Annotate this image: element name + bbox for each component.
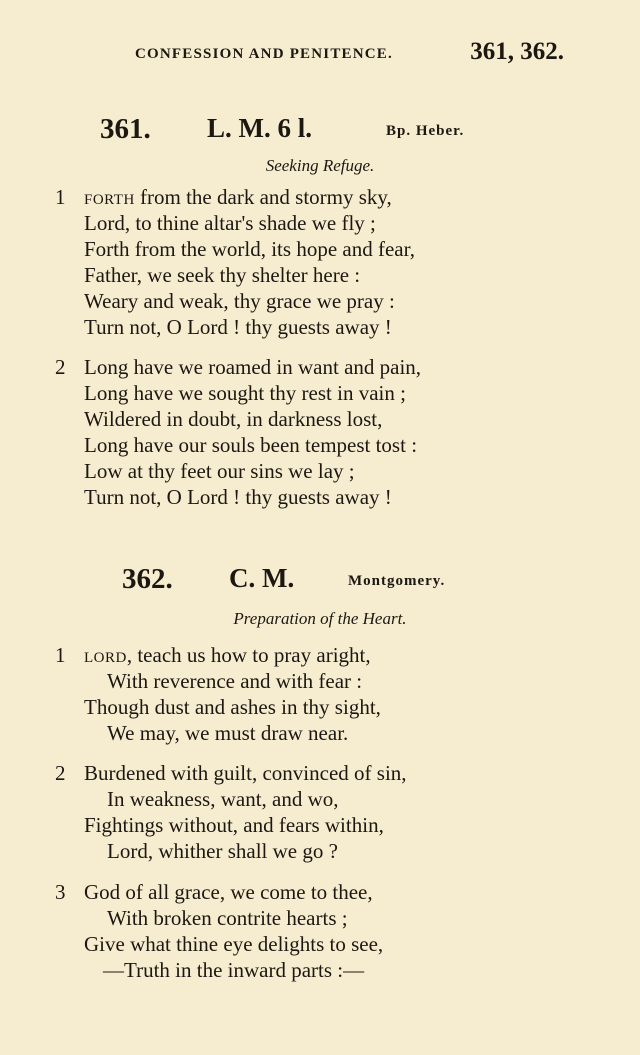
hymn-header bbox=[0, 563, 640, 599]
verse-line: Forth from the world, its hope and fear, bbox=[84, 237, 415, 261]
hymn-author: Montgomery. bbox=[348, 573, 446, 589]
verse-line: Long have we roamed in want and pain, bbox=[84, 355, 422, 379]
verse-line: Burdened with guilt, convinced of sin, bbox=[84, 761, 407, 785]
verse-line: Though dust and ashes in thy sight, bbox=[84, 695, 381, 719]
verse-line: Turn not, O Lord ! thy guests away ! bbox=[84, 315, 392, 339]
verse-line: Turn not, O Lord ! thy guests away ! bbox=[84, 485, 392, 509]
smallcaps-word: FORTH bbox=[84, 192, 135, 208]
verse-line: God of all grace, we come to thee, bbox=[84, 880, 373, 904]
verse-line: Lord, whither shall we go ? bbox=[107, 839, 338, 863]
hymn-number: 361. bbox=[100, 113, 151, 145]
verse-number: 2 bbox=[55, 761, 66, 785]
hymn-number: 362. bbox=[122, 563, 173, 595]
verse-line: —Truth in the inward parts :— bbox=[103, 958, 365, 982]
verse-number: 1 bbox=[55, 643, 66, 667]
hymn-header bbox=[0, 113, 640, 149]
hymn-author: Bp. Heber. bbox=[386, 123, 465, 139]
verse-number: 3 bbox=[55, 880, 66, 904]
verse-line: Wildered in doubt, in darkness lost, bbox=[84, 407, 383, 431]
verse-line: We may, we must draw near. bbox=[107, 721, 349, 745]
verse-line: With reverence and with fear : bbox=[107, 669, 363, 693]
hymn-meter: L. M. 6 l. bbox=[207, 113, 312, 143]
smallcaps-word: LORD bbox=[84, 650, 127, 666]
hymn-subtitle: Preparation of the Heart. bbox=[233, 609, 407, 628]
running-head bbox=[0, 38, 640, 68]
verse-number: 1 bbox=[55, 185, 66, 209]
verse-line: With broken contrite hearts ; bbox=[107, 906, 348, 930]
hymn-meter: C. M. bbox=[229, 563, 295, 593]
page-numbers: 361, 362. bbox=[470, 38, 564, 65]
verse-line: Give what thine eye delights to see, bbox=[84, 932, 384, 956]
verse-line: Lord, to thine altar's shade we fly ; bbox=[84, 211, 376, 235]
verse-line: In weakness, want, and wo, bbox=[107, 787, 339, 811]
verse-line: Long have our souls been tempest tost : bbox=[84, 433, 418, 457]
verse-line: Low at thy feet our sins we lay ; bbox=[84, 459, 355, 483]
running-head-title: CONFESSION AND PENITENCE. bbox=[135, 46, 393, 62]
verse-line: Fightings without, and fears within, bbox=[84, 813, 384, 837]
hymn-subtitle: Seeking Refuge. bbox=[265, 156, 375, 175]
verse-line: Long have we sought thy rest in vain ; bbox=[84, 381, 406, 405]
verse-line: Weary and weak, thy grace we pray : bbox=[84, 289, 395, 313]
verse-number: 2 bbox=[55, 355, 66, 379]
verse-line: Father, we seek thy shelter here : bbox=[84, 263, 361, 287]
verse-line: FORTH from the dark and stormy sky, bbox=[84, 185, 392, 209]
verse-line: LORD, teach us how to pray aright, bbox=[84, 643, 371, 667]
